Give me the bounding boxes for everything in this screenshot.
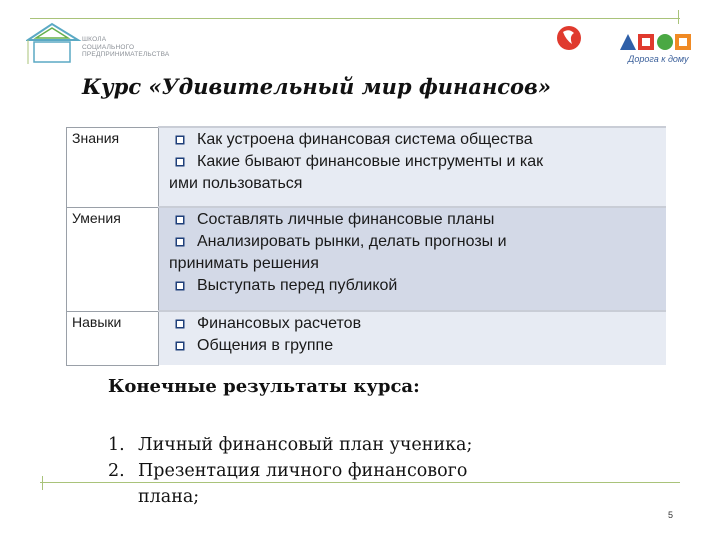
list-item <box>169 129 666 151</box>
checkbox-bullet-icon <box>175 237 185 247</box>
row-header: Навыки <box>67 311 159 365</box>
item-text: Личный финансовый план ученика; <box>138 435 473 455</box>
page-title: Курс «Удивительный мир финансов» <box>82 74 551 99</box>
list-item <box>169 335 666 357</box>
checkbox-bullet-icon <box>175 135 185 145</box>
school-line: ШКОЛА <box>82 36 107 43</box>
item-text: Общения в группе <box>197 337 334 354</box>
row-header: Умения <box>67 207 159 311</box>
item-number: 1. <box>108 435 125 455</box>
item-number: 2. <box>108 461 125 481</box>
item-text: Составлять личные финансовые планы <box>197 211 495 228</box>
table-row <box>67 311 667 365</box>
item-continuation: плана; <box>138 487 200 507</box>
row-content <box>159 127 667 207</box>
partner-caption: Дорога к дому <box>628 54 689 64</box>
checkbox-bullet-icon <box>175 341 185 351</box>
checkbox-bullet-icon <box>175 319 185 329</box>
partner-dk-logo-icon <box>620 34 691 50</box>
results-title: Конечные результаты курса: <box>108 376 420 397</box>
list-item <box>169 313 666 335</box>
list-item <box>169 275 666 297</box>
item-text: Какие бывают финансовые инструменты и как <box>197 153 544 170</box>
item-text: Анализировать рынки, делать прогнозы и <box>197 233 507 250</box>
item-text: Финансовых расчетов <box>197 315 362 332</box>
item-text: Как устроена финансовая система общества <box>197 131 533 148</box>
checkbox-bullet-icon <box>175 281 185 291</box>
list-item <box>169 209 666 231</box>
partner-red-logo-icon <box>557 26 581 50</box>
school-house-icon <box>26 18 86 68</box>
list-item <box>169 231 666 253</box>
row-header: Знания <box>67 127 159 207</box>
item-text: Выступать перед публикой <box>197 277 398 294</box>
page-number: 5 <box>668 510 674 520</box>
list-item <box>169 151 666 173</box>
row-content <box>159 207 667 311</box>
item-continuation: ими пользоваться <box>169 175 303 192</box>
table-row <box>67 207 667 311</box>
skills-table <box>66 126 666 366</box>
results-list <box>108 432 472 510</box>
frame-bottom-left-tick <box>42 476 43 490</box>
results-item <box>108 458 472 484</box>
table-row <box>67 127 667 207</box>
item-text: Презентация личного финансового <box>138 461 468 481</box>
item-continuation: принимать решения <box>169 255 319 272</box>
school-line: СОЦИАЛЬНОГО <box>82 43 135 51</box>
row-content <box>159 311 667 365</box>
results-item <box>108 432 472 458</box>
checkbox-bullet-icon <box>175 215 185 225</box>
checkbox-bullet-icon <box>175 157 185 167</box>
school-name <box>82 36 169 59</box>
school-line: ПРЕДПРИНИМАТЕЛЬСТВА <box>82 51 170 58</box>
